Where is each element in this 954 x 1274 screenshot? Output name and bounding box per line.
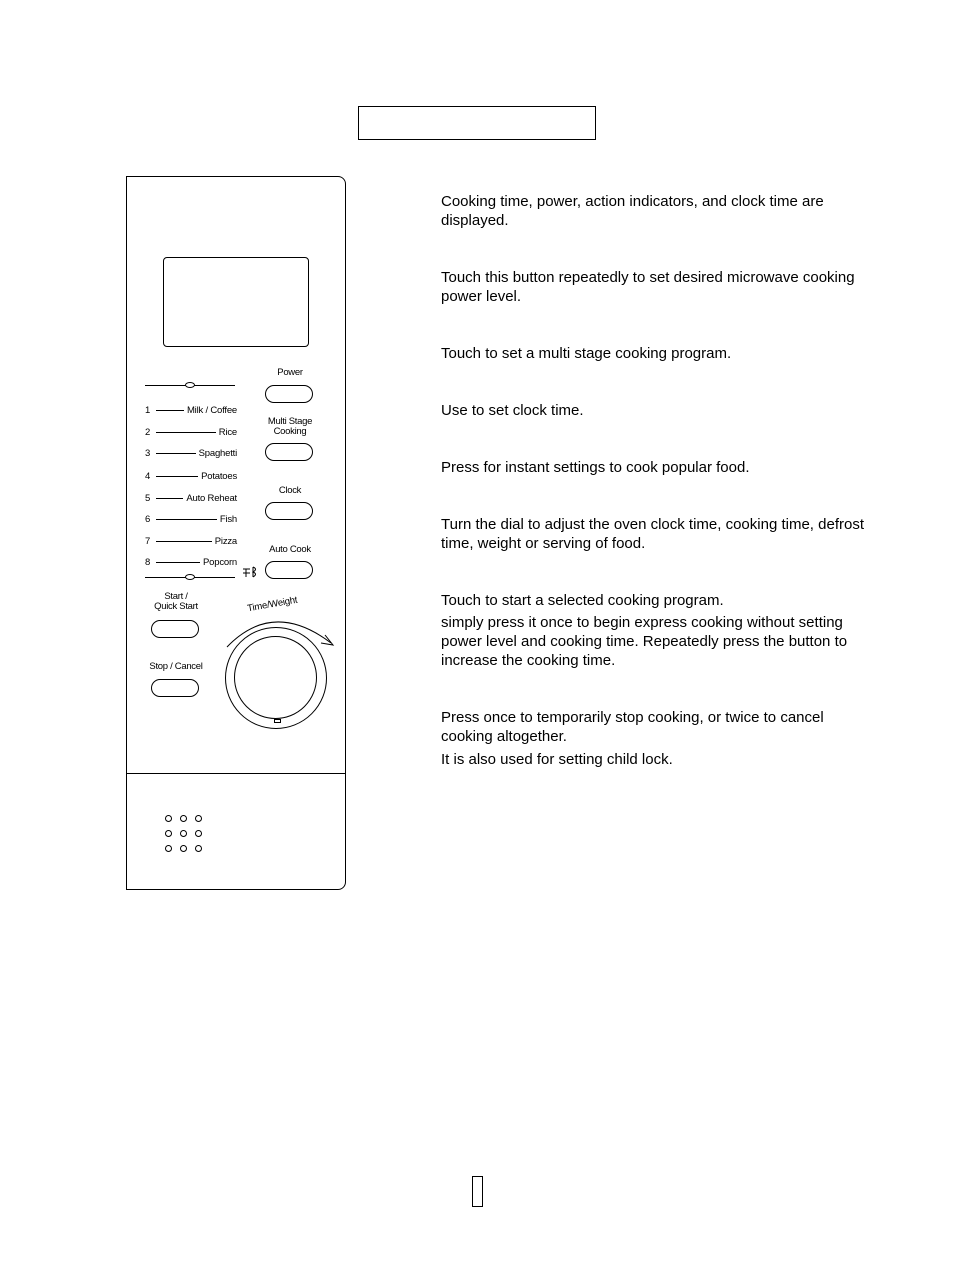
auto-cook-label: Auto Cook <box>269 544 311 555</box>
auto-cook-item: 4 Potatoes <box>145 470 237 482</box>
stop-cancel-label: Stop / Cancel <box>149 661 203 672</box>
start-label-line2: Quick Start <box>154 601 198 612</box>
start-description-2: simply press it once to begin express cooking without setting power level and cooking time. Repeatedly press the button to increase the cooking time. <box>441 614 848 669</box>
vent-hole <box>180 845 187 852</box>
stop-cancel-button[interactable] <box>151 679 199 697</box>
auto-cook-button[interactable] <box>265 561 313 579</box>
auto-cook-menu <box>145 383 237 579</box>
vent-hole <box>165 815 172 822</box>
multi-stage-label-line1: Multi Stage <box>267 416 313 427</box>
time-weight-dial-area <box>221 594 337 727</box>
menu-bracket-top-tip <box>185 382 195 388</box>
vent-hole <box>195 815 202 822</box>
stop-description-1: Press once to temporarily stop cooking, or twice to cancel cooking altogether. <box>441 709 824 745</box>
vent-hole <box>180 830 187 837</box>
start-label <box>141 592 211 612</box>
vent-hole <box>195 845 202 852</box>
auto-cook-item: 2 Rice <box>145 426 237 438</box>
auto-cook-item: 3 Spaghetti <box>145 447 237 459</box>
dial-description: Turn the dial to adjust the oven clock time, cooking time, defrost time, weight or serving of food. <box>441 516 864 552</box>
multi-stage-label <box>257 417 323 437</box>
auto-cook-item: 7 Pizza <box>145 535 237 547</box>
clock-button[interactable] <box>265 502 313 520</box>
vent-hole <box>165 830 172 837</box>
power-button[interactable] <box>265 385 313 403</box>
clock-description: Use to set clock time. <box>441 402 584 419</box>
multi-stage-description: Touch to set a multi stage cooking program. <box>441 345 732 362</box>
start-label-line1: Start / <box>164 591 188 602</box>
auto-cook-item: 8 Popcorn <box>145 556 237 568</box>
display-window <box>163 257 309 347</box>
start-quick-start-button[interactable] <box>151 620 199 638</box>
speaker-vent <box>163 813 207 857</box>
display-description: Cooking time, power, action indicators, and clock time are displayed. <box>441 193 824 229</box>
vent-hole <box>180 815 187 822</box>
time-weight-dial[interactable] <box>225 627 327 729</box>
auto-cook-description: Press for instant settings to cook popular food. <box>441 459 750 476</box>
auto-cook-item: 5 Auto Reheat <box>145 492 237 504</box>
menu-bracket-bottom-tip <box>185 574 195 580</box>
vent-hole <box>195 830 202 837</box>
start-description-1: Touch to start a selected cooking program. <box>441 592 724 609</box>
section-title-box <box>358 106 596 140</box>
power-label: Power <box>277 367 303 378</box>
multi-stage-cooking-button[interactable] <box>265 443 313 461</box>
dial-indicator-mark <box>274 719 281 723</box>
multi-stage-label-line2: Cooking <box>273 426 307 437</box>
auto-cook-item: 6 Fish <box>145 513 237 525</box>
auto-cook-pointer-icon <box>241 565 261 579</box>
dial-knob <box>234 636 317 719</box>
page-number-box <box>472 1176 483 1207</box>
clock-label: Clock <box>278 485 302 496</box>
panel-divider <box>127 773 345 774</box>
auto-cook-item: 1 Milk / Coffee <box>145 404 237 416</box>
control-panel <box>126 176 346 890</box>
stop-description-2: It is also used for setting child lock. <box>441 751 673 768</box>
vent-hole <box>165 845 172 852</box>
dial-label: Time/Weight <box>246 594 299 615</box>
power-description: Touch this button repeatedly to set desired microwave cooking power level. <box>441 269 855 305</box>
